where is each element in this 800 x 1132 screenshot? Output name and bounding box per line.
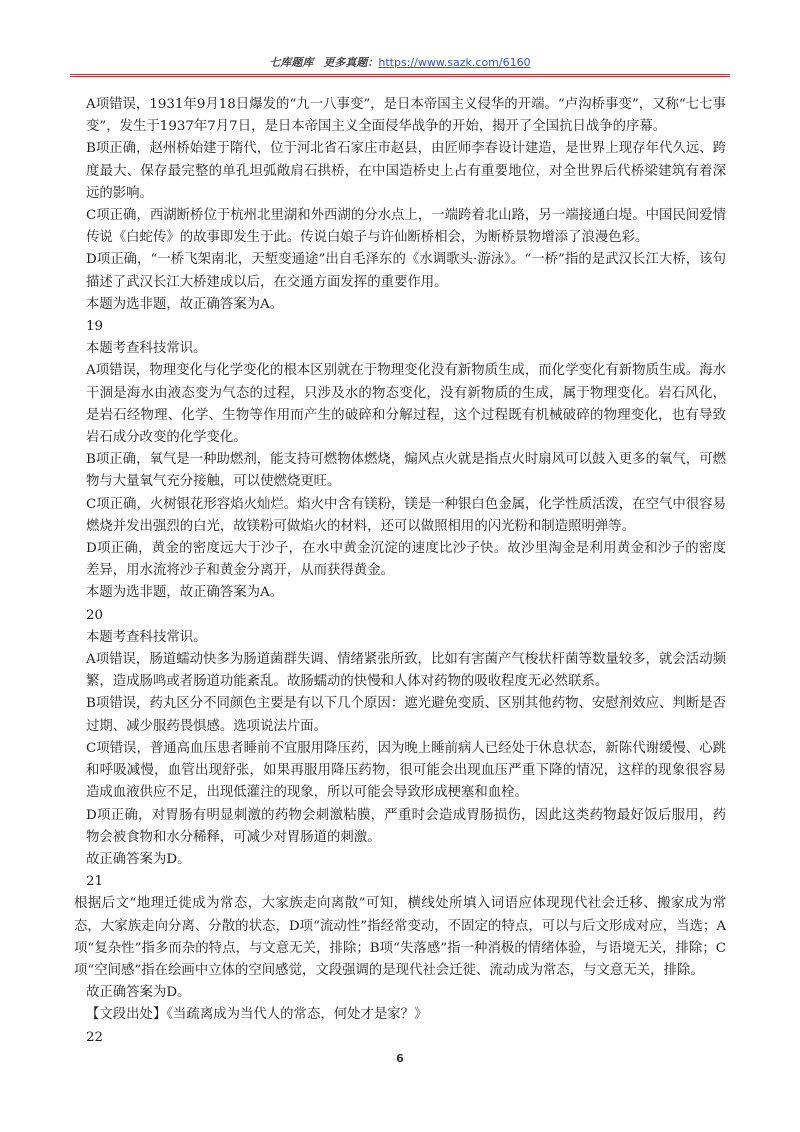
paragraph: 本题考查科技常识。 [86, 341, 207, 357]
page-number: 6 [396, 1052, 404, 1065]
paragraph: 本题为选非题，故正确答案为A。 [86, 585, 284, 601]
paragraph: A项错误，物理变化与化学变化的根本区别就在于物理变化没有新物质生成，而化学变化有新物质生成。海水干涸是海水由液态变为气态的过程，只涉及水的物态变化，没有新物质的生成，属于物理变化。岩石风化，是岩石经物理、化学、生物等作用而产生的破碎和分解过程，这个过程既有机械破碎的物理变化，也有导致岩石成分改变的化学变化。 [86, 363, 726, 446]
paragraph: B项错误，药丸区分不同颜色主要是有以下几个原因：遮光避免变质、区别其他药物、安慰剂效应、判断是否过期、减少服药畏惧感。选项说法片面。 [86, 696, 726, 734]
question-number: 21 [86, 874, 104, 890]
paragraph: B项正确，氧气是一种助燃剂，能支持可燃物体燃烧，煽风点火就是指点火时扇风可以鼓入更多的氧气，可燃物与大量氧气充分接触，可以使燃烧更旺。 [86, 452, 726, 490]
page-header [70, 56, 730, 70]
paragraph: 故正确答案为D。 [86, 985, 191, 1001]
paragraph: 根据后文“地理迁徙成为常态，大家族走向离散”可知，横线处所填入词语应体现现代社会迁移、搬家成为常态，大家族走向分离、分散的状态，D项“流动性”指经常变动，不固定的特点，可以与后文形成对应，当选；A项“复杂性”指多而杂的特点，与文意无关，排除；B项“失落感”指一种消极的情绪体验，与语境无关，排除；C项“空间感”指在绘画中立体的空间感觉，文段强调的是现代社会迁徙、流动成为常态，与文意无关，排除。 [74, 896, 726, 978]
document-body [74, 94, 726, 1049]
paragraph: 故正确答案为D。 [86, 851, 191, 867]
header-url-link[interactable]: https://www.sazk.com/6160 [378, 56, 531, 69]
paragraph: A项错误，肠道蠕动快多为肠道菌群失调、情绪紧张所致，比如有害菌产气梭状杆菌等数量较多，就会活动频繁，造成肠鸣或者肠道功能紊乱。故肠蠕动的快慢和人体对药物的吸收程度无必然联系。 [86, 652, 726, 690]
paragraph: D项正确，“一桥飞架南北，天堑变通途”出自毛泽东的《水调歌头·游泳》。“一桥”指的是武汉长江大桥，该句描述了武汉长江大桥建成以后，在交通方面发挥的重要作用。 [86, 252, 726, 290]
paragraph: D项正确，黄金的密度远大于沙子，在水中黄金沉淀的速度比沙子快。故沙里淘金是利用黄金和沙子的密度差异，用水流将沙子和黄金分离开，从而获得黄金。 [86, 541, 726, 579]
paragraph: 【文段出处】《当疏离成为当代人的常态，何处才是家？》 [86, 1007, 428, 1023]
header-brand: 七库题库 [269, 56, 314, 69]
question-number: 22 [86, 1029, 104, 1045]
paragraph: A项错误，1931年9月18日爆发的“九一八事变”，是日本帝国主义侵华的开端。“卢沟桥事变”，又称“七七事变”，发生于1937年7月7日，是日本帝国主义全面侵华战争的开始，揭开了全国抗日战争的序幕。 [86, 97, 726, 135]
paragraph: C项错误，普通高血压患者睡前不宜服用降压药，因为晚上睡前病人已经处于休息状态，新陈代谢缓慢、心跳和呼吸减慢，血管出现舒张，如果再服用降压药物，很可能会出现血压严重下降的情况，这样的现象很容易造成血液供应不足，出现低灌注的现象，所以可能会导致形成梗塞和血栓。 [86, 740, 726, 801]
header-divider [70, 74, 730, 77]
question-number: 19 [86, 319, 104, 335]
paragraph: B项正确，赵州桥始建于隋代，位于河北省石家庄市赵县，由匠师李春设计建造，是世界上现存年代久远、跨度最大、保存最完整的单孔坦弧敞肩石拱桥，在中国造桥史上占有重要地位，对全世界后代桥梁建筑有着深远的影响。 [86, 141, 726, 201]
paragraph: 本题为选非题，故正确答案为A。 [86, 296, 284, 312]
paragraph: C项正确，火树银花形容焰火灿烂。焰火中含有镁粉，镁是一种银白色金属，化学性质活泼，在空气中很容易燃烧并发出强烈的白光，故镁粉可做焰火的材料，还可以做照相用的闪光粉和制造照明弹等。 [86, 496, 726, 534]
question-number: 20 [86, 607, 104, 623]
paragraph: D项正确，对胃肠有明显刺激的药物会刺激粘膜，严重时会造成胃肠损伤，因此这类药物最好饭后服用，药物会被食物和水分稀释，可减少对胃肠道的刺激。 [86, 807, 726, 845]
header-more-label: 更多真题： [323, 56, 379, 69]
paragraph: 本题考查科技常识。 [86, 629, 207, 645]
paragraph: C项正确，西湖断桥位于杭州北里湖和外西湖的分水点上，一端跨着北山路，另一端接通白堤。中国民间爱情传说《白蛇传》的故事即发生于此。传说白娘子与许仙断桥相会，为断桥景物增添了浪漫色彩。 [86, 208, 726, 246]
